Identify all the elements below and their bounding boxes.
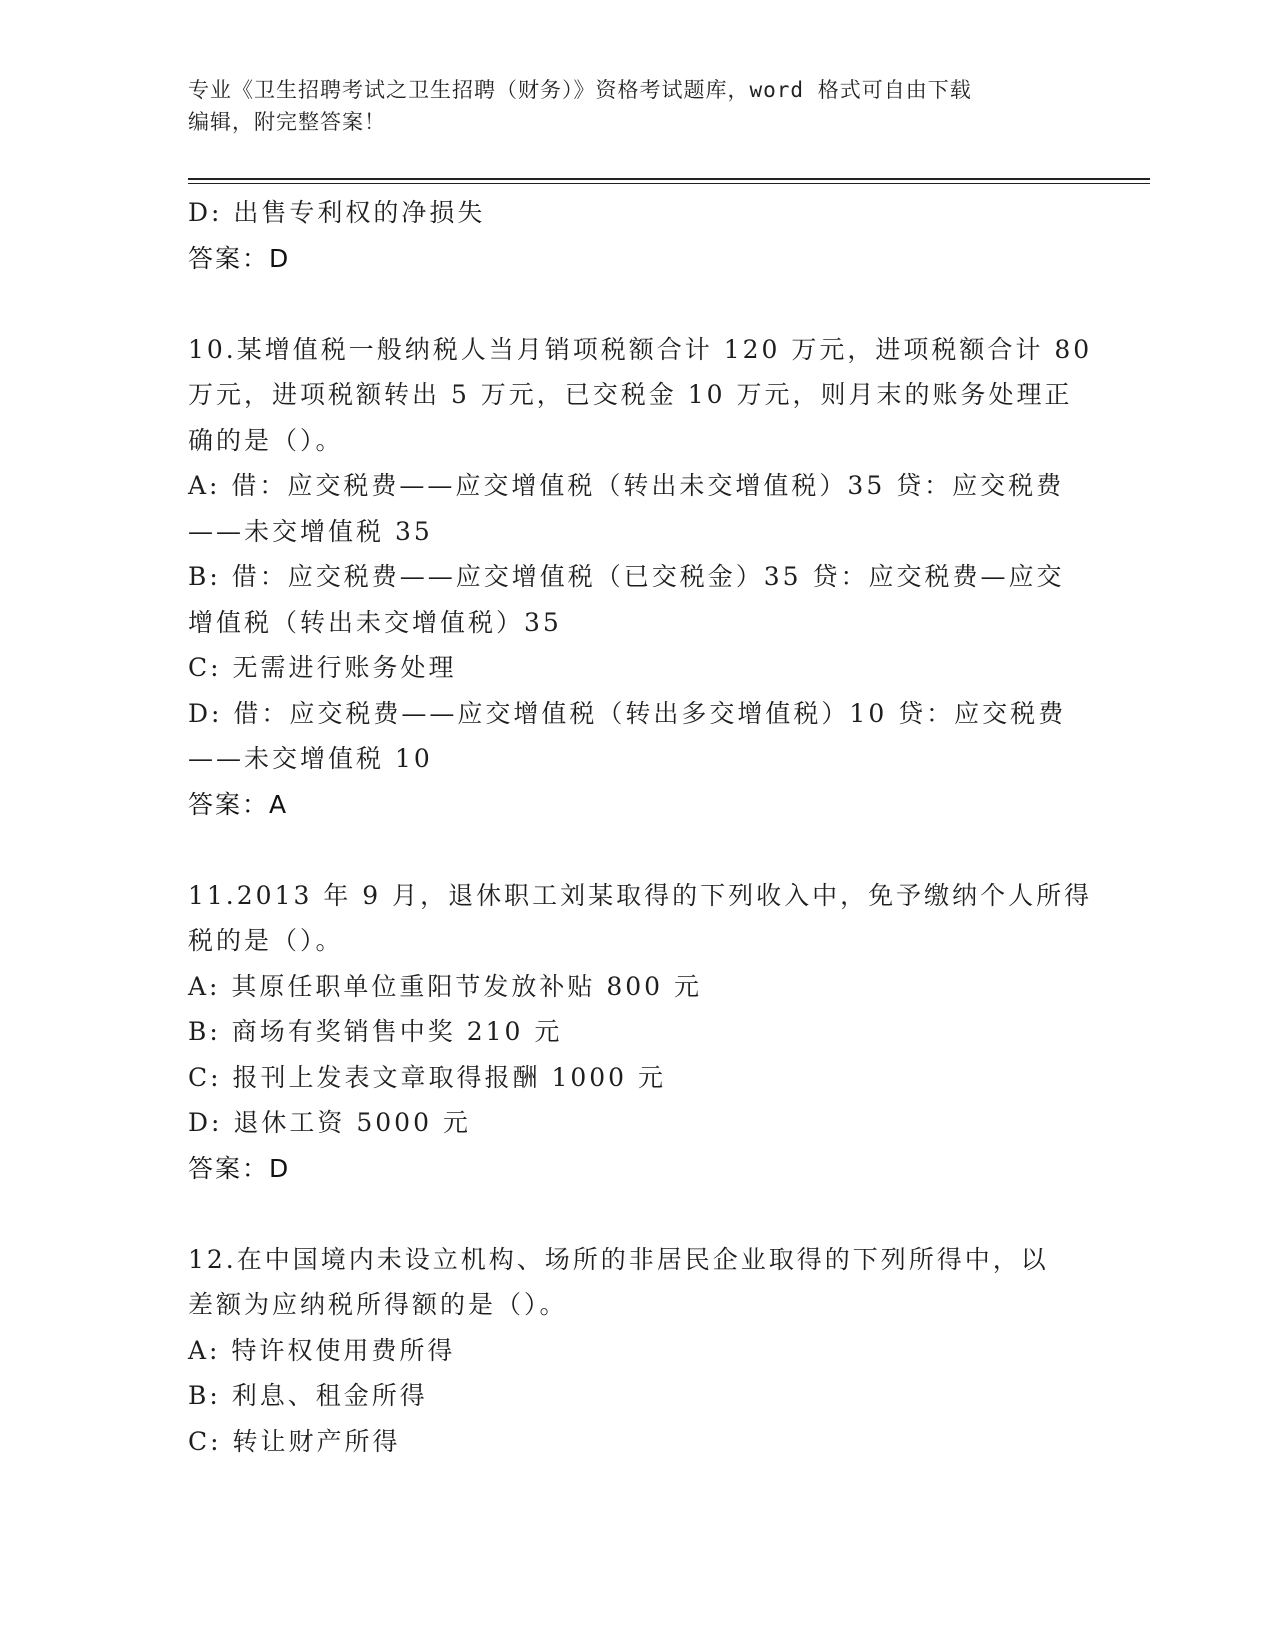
option-a: A: 其原任职单位重阳节发放补贴 800 元 <box>188 971 703 1001</box>
option-c: C: 报刊上发表文章取得报酬 1000 元 <box>188 1062 667 1092</box>
header-line-2: 编辑，附完整答案！ <box>188 110 386 134</box>
question-stem: 10.某增值税一般纳税人当月销项税额合计 120 万元，进项税额合计 80 <box>188 334 1093 364</box>
option-c: C: 无需进行账务处理 <box>188 653 457 682</box>
question-stem: 11.2013 年 9 月，退休职工刘某取得的下列收入中，免予缴纳个人所得 <box>188 880 1093 910</box>
question-stem: 确的是（）。 <box>188 425 344 455</box>
option-d: D: 借：应交税费——应交增值税（转出多交增值税）10 贷：应交税费 <box>188 698 1067 728</box>
option-b-continued: 增值税（转出未交增值税）35 <box>188 607 562 637</box>
question-9-tail <box>188 190 1088 281</box>
option-a-continued: ——未交增值税 35 <box>188 516 433 546</box>
option-c: C: 转让财产所得 <box>188 1426 401 1456</box>
option-a: A: 借：应交税费——应交增值税（转出未交增值税）35 贷：应交税费 <box>188 471 1065 500</box>
question-stem: 万元，进项税额转出 5 万元，已交税金 10 万元，则月末的账务处理正 <box>188 380 1073 409</box>
question-stem: 12.在中国境内未设立机构、场所的非居民企业取得的下列所得中，以 <box>188 1244 1049 1274</box>
document-body <box>188 190 1093 1464</box>
question-stem: 税的是（）。 <box>188 926 344 955</box>
option-b: B: 利息、租金所得 <box>188 1381 428 1410</box>
spacer <box>188 281 1088 327</box>
header-rule-thin <box>188 183 1150 184</box>
question-stem: 差额为应纳税所得额的是（）。 <box>188 1290 568 1319</box>
option-d-continued: ——未交增值税 10 <box>188 744 433 773</box>
option-b: B: 商场有奖销售中奖 210 元 <box>188 1017 563 1046</box>
spacer <box>188 1191 1088 1237</box>
answer-line: 答案：A <box>188 789 289 819</box>
option-a: A: 特许权使用费所得 <box>188 1335 456 1365</box>
option-d: D: 退休工资 5000 元 <box>188 1108 471 1137</box>
question-12 <box>188 1237 1088 1465</box>
option-b: B: 借：应交税费——应交增值税（已交税金）35 贷：应交税费—应交 <box>188 562 1065 591</box>
header-line-1: 专业《卫生招聘考试之卫生招聘（财务）》资格考试题库，word 格式可自由下载 <box>188 78 972 102</box>
question-10 <box>188 327 1093 828</box>
spacer <box>188 827 1088 873</box>
question-11 <box>188 873 1093 1192</box>
answer-line: 答案：D <box>188 243 291 273</box>
page-header <box>188 74 1068 138</box>
header-rule-thick <box>188 178 1150 180</box>
option-d: D: 出售专利权的净损失 <box>188 198 486 227</box>
answer-line: 答案：D <box>188 1153 291 1183</box>
